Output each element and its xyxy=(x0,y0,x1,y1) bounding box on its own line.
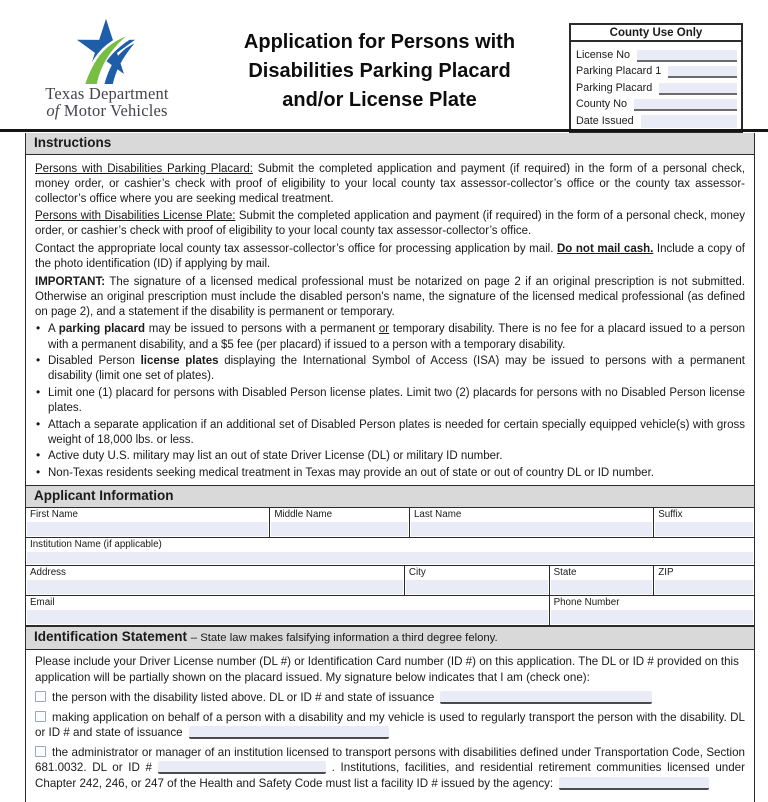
bullet-parking-placard: • A parking placard may be issued to persons with a permanent or temporary disability. There is no fee for a placard issued to a person with a permanent disability, and a $5 fee (per placard) if issued to a person with a temporary disability. xyxy=(35,322,745,352)
option-on-behalf-transport: making application on behalf of a person with a disability and my vehicle is used to regularly transport the person with the disability. DL or ID # and state of issuance xyxy=(35,710,745,739)
field-middle-name: Middle Name xyxy=(270,508,410,537)
address-input[interactable] xyxy=(27,580,403,594)
middle-name-input[interactable] xyxy=(271,522,408,536)
bullet-non-texas-residents: • Non-Texas residents seeking medical treatment in Texas may provide an out of state or out of country DL or ID number. xyxy=(35,466,745,481)
instructions-heading: Instructions xyxy=(34,135,112,150)
option2-dl-id-input[interactable] xyxy=(189,726,389,739)
instructions-content xyxy=(26,155,754,485)
header-divider xyxy=(0,129,768,132)
phone-number-input[interactable] xyxy=(551,610,753,624)
date-issued-input[interactable] xyxy=(641,115,737,128)
field-address: Address xyxy=(26,566,405,595)
form-body xyxy=(25,133,755,802)
identification-section-header xyxy=(26,626,754,650)
email-input[interactable] xyxy=(27,610,548,624)
field-state: State xyxy=(550,566,655,595)
option3-dl-id-input[interactable] xyxy=(158,761,326,774)
form-title xyxy=(212,28,547,115)
bullet-military: • Active duty U.S. military may list an out of state Driver License (DL) or military ID number. xyxy=(35,449,745,464)
applicant-contact-row xyxy=(26,596,754,626)
parking-placard-1-input[interactable] xyxy=(668,66,737,78)
field-institution-name: Institution Name (if applicable) xyxy=(26,538,754,565)
suffix-input[interactable] xyxy=(655,522,753,536)
last-name-input[interactable] xyxy=(411,522,652,536)
applicant-heading: Applicant Information xyxy=(34,488,174,504)
field-email: Email xyxy=(26,596,550,625)
applicant-institution-row xyxy=(26,538,754,566)
field-last-name: Last Name xyxy=(410,508,654,537)
checkbox-institution-administrator[interactable] xyxy=(35,746,46,757)
county-box-title: County Use Only xyxy=(571,25,741,42)
field-phone-number: Phone Number xyxy=(550,596,754,625)
county-row-parking-placard: Parking Placard xyxy=(576,78,737,95)
identification-heading-note: – State law makes falsifying information a third degree felony. xyxy=(190,632,498,645)
option-person-with-disability: the person with the disability listed above. DL or ID # and state of issuance xyxy=(35,690,745,705)
bullet-separate-application: • Attach a separate application if an additional set of Disabled Person plates is needed for certain specially equipped vehicle(s) with gross weight of 18,000 lbs. or less. xyxy=(35,418,745,448)
title-line-2: Disabilities Parking Placard xyxy=(248,60,511,82)
placard-instruction-paragraph: Persons with Disabilities Parking Placard: Submit the completed application and payment (if required) in the form of a personal check, money order, or cashier’s check with proof of eligibility to your local county tax assessor-collector’s office or the county tax assessor-collector’s office where you are seeking medical treatment. xyxy=(35,162,745,205)
identification-content xyxy=(26,650,754,801)
county-row-parking-placard-1: Parking Placard 1 xyxy=(576,62,737,79)
field-zip: ZIP xyxy=(654,566,754,595)
license-no-input[interactable] xyxy=(637,50,737,62)
option-institution-administrator: the administrator or manager of an institution licensed to transport persons with disabilities defined under Transportation Code, Section 681.0032. DL or ID # . Institutions, facilities, and residential retirement communities licensed under Chapter 242, 246, or 247 of the Health and Safety Code must list a facility ID # issued by the agency: xyxy=(35,745,745,790)
txdmv-logo xyxy=(32,18,182,119)
county-row-county-no: County No xyxy=(576,95,737,112)
option1-dl-id-input[interactable] xyxy=(440,691,652,704)
form-header xyxy=(0,0,768,131)
bullet-limit-placards: • Limit one (1) placard for persons with Disabled Person license plates. Limit two (2) placards for persons with no Disabled Person license plates. xyxy=(35,386,745,416)
field-city: City xyxy=(405,566,550,595)
applicant-address-row xyxy=(26,566,754,596)
title-line-3: and/or License Plate xyxy=(282,89,477,111)
applicant-name-row xyxy=(26,508,754,538)
county-row-license-no: License No xyxy=(576,45,737,62)
bullet-license-plates: • Disabled Person license plates displaying the International Symbol of Access (ISA) may be issued to persons with a permanent disability (limit one set of plates). xyxy=(35,354,745,384)
plate-instruction-paragraph: Persons with Disabilities License Plate: Submit the completed application and payment (if required) in the form of a personal check, money order, or cashier’s check with proof of eligibility to your local county tax assessor-collector’s office. xyxy=(35,210,745,238)
instructions-section-header xyxy=(26,133,754,155)
parking-placard-input[interactable] xyxy=(659,83,737,95)
important-paragraph: IMPORTANT: The signature of a licensed medical professional must be notarized on page 2 if an original prescription is not submitted. Otherwise an original prescription must include the disabled person's name, the signature of the licensed medical professional (as defined on page 2), and a statement if the disability is permanent or temporary. xyxy=(35,275,745,318)
county-no-input[interactable] xyxy=(634,99,737,111)
checkbox-on-behalf-transport[interactable] xyxy=(35,711,46,722)
zip-input[interactable] xyxy=(655,580,753,594)
state-input[interactable] xyxy=(551,580,653,594)
field-suffix: Suffix xyxy=(654,508,754,537)
field-first-name: First Name xyxy=(26,508,270,537)
county-row-date-issued: Date Issued xyxy=(576,111,737,128)
checkbox-person-with-disability[interactable] xyxy=(35,691,46,702)
logo-line-1: Texas Department xyxy=(45,84,169,103)
option3-facility-id-input[interactable] xyxy=(559,777,709,790)
city-input[interactable] xyxy=(406,580,548,594)
institution-name-input[interactable] xyxy=(27,552,753,564)
txdmv-logo-text xyxy=(32,85,182,119)
first-name-input[interactable] xyxy=(27,522,268,536)
txdmv-star-icon xyxy=(60,18,152,84)
applicant-section-header xyxy=(26,485,754,508)
identification-heading: Identification Statement xyxy=(34,629,188,645)
logo-line-2: of Motor Vehicles xyxy=(46,101,168,120)
county-use-only-box xyxy=(569,23,743,133)
title-line-1: Application for Persons with xyxy=(243,31,516,53)
contact-paragraph: Contact the appropriate local county tax assessor-collector’s office for processing application by mail. Do not mail cash. Include a copy of the photo identification (ID) if applying by mail. xyxy=(35,242,745,271)
identification-intro: Please include your Driver License number (DL #) or Identification Card number (ID #) on this application. The DL or ID # provided on this application will be partially shown on the placard issued. My signature below indicates that I am (check one): xyxy=(35,655,739,684)
